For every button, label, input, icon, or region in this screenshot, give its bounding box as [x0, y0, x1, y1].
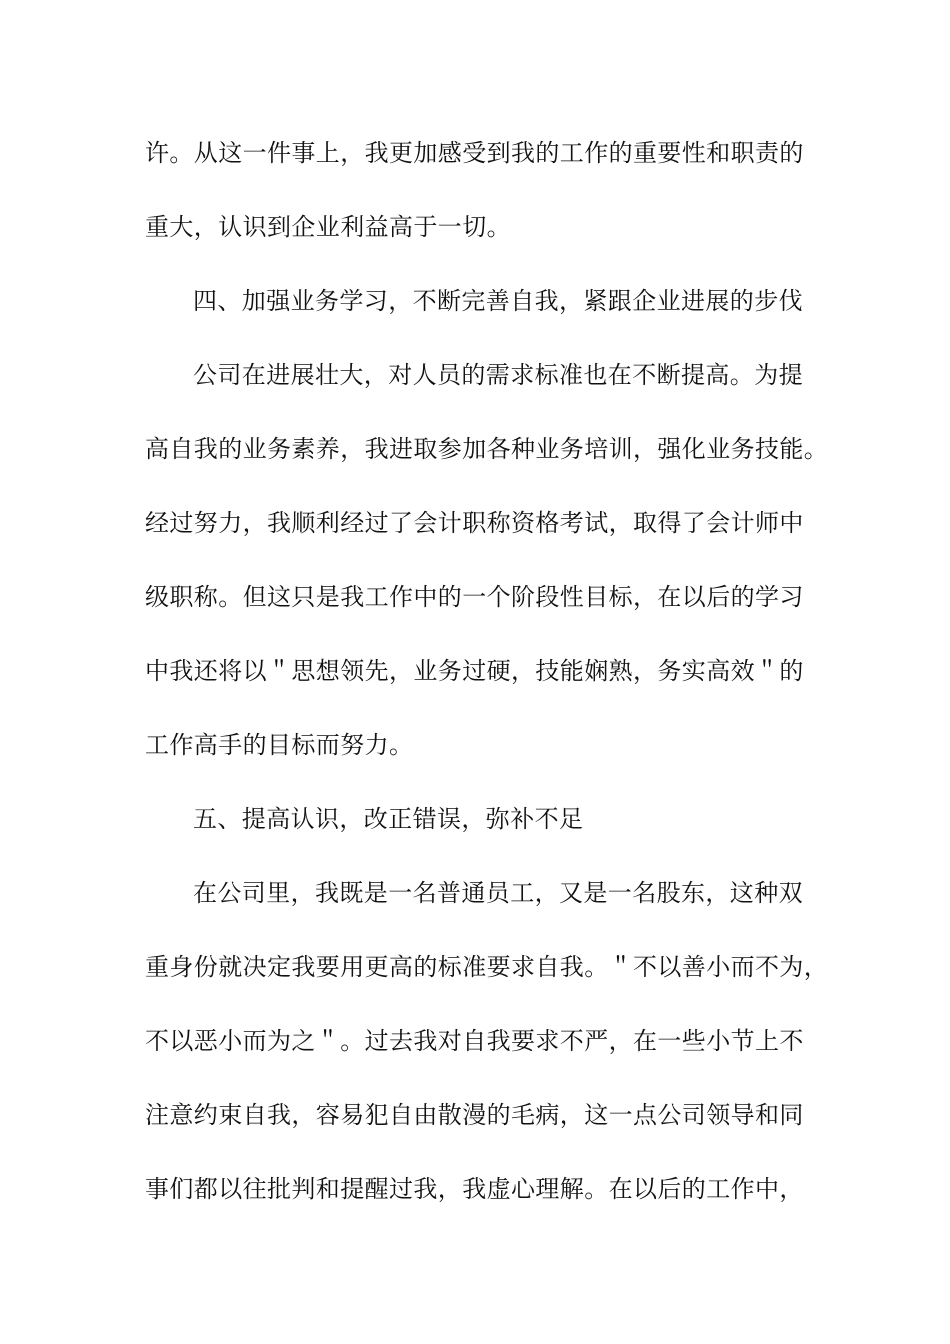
body-text-line: 高自我的业务素养，我进取参加各种业务培训，强化业务技能。: [145, 435, 829, 463]
section-heading: 四、加强业务学习，不断完善自我，紧跟企业进展的步伐: [193, 287, 803, 315]
body-text-line: 公司在进展壮大，对人员的需求标准也在不断提高。为提: [193, 361, 803, 389]
body-text-line: 注意约束自我，容易犯自由散漫的毛病，这一点公司领导和同: [145, 1101, 804, 1129]
section-heading: 五、提高认识，改正错误，弥补不足: [193, 805, 584, 833]
body-text-line: 不以恶小而为之＂。过去我对自我要求不严，在一些小节上不: [145, 1027, 804, 1055]
body-text-line: 级职称。但这只是我工作中的一个阶段性目标，在以后的学习: [145, 583, 804, 611]
body-text-line: 工作高手的目标而努力。: [145, 731, 414, 759]
body-text-line: 在公司里，我既是一名普通员工，又是一名股东，这种双: [193, 879, 803, 907]
body-text-line: 中我还将以＂思想领先，业务过硬，技能娴熟，务实高效＂的: [145, 657, 804, 685]
body-text-line: 重大，认识到企业利益高于一切。: [145, 213, 511, 241]
body-text-line: 重身份就决定我要用更高的标准要求自我。＂不以善小而不为，: [145, 953, 829, 981]
body-text-line: 事们都以往批判和提醒过我，我虚心理解。在以后的工作中，: [145, 1175, 804, 1203]
body-text-line: 经过努力，我顺利经过了会计职称资格考试，取得了会计师中: [145, 509, 804, 537]
body-text-line: 许。从这一件事上，我更加感受到我的工作的重要性和职责的: [145, 139, 804, 167]
